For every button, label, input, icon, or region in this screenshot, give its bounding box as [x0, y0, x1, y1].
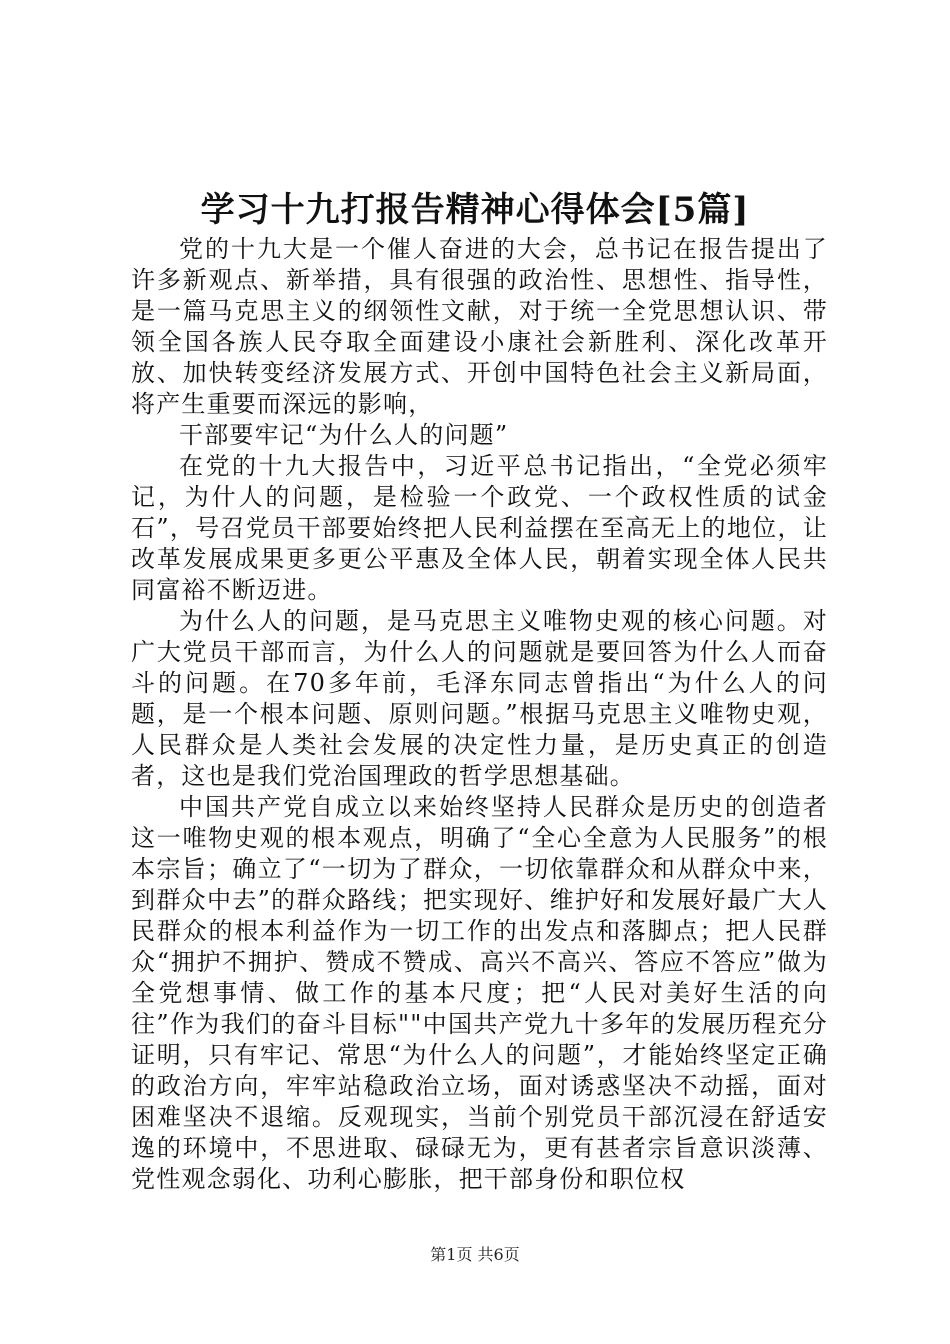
document-body — [131, 234, 828, 1195]
paragraph-4: 为什么人的问题，是马克思主义唯物史观的核心问题。对广大党员干部而言，为什么人的问题就是要回答为什么人而奋斗的问题。在70多年前，毛泽东同志曾指出“为什么人的问题，是一个根本问题、原则问题。”根据马克思主义唯物史观，人民群众是人类社会发展的决定性力量，是历史真正的创造者，这也是我们党治国理政的哲学思想基础。 — [131, 607, 828, 790]
paragraph-2-subheading: 干部要牢记“为什么人的问题” — [179, 421, 509, 449]
paragraph-1: 党的十九大是一个催人奋进的大会，总书记在报告提出了许多新观点、新举措，具有很强的政治性、思想性、指导性，是一篇马克思主义的纲领性文献，对于统一全党思想认识、带领全国各族人民夺取全面建设小康社会新胜利、深化改革开放、加快转变经济发展方式、开创中国特色社会主义新局面，将产生重要而深远的影响， — [131, 235, 828, 418]
document-title: 学习十九打报告精神心得体会[5篇] — [200, 190, 750, 230]
paragraph-5: 中国共产党自成立以来始终坚持人民群众是历史的创造者这一唯物史观的根本观点，明确了“全心全意为人民服务”的根本宗旨；确立了“一切为了群众，一切依靠群众和从群众中来，到群众中去”的群众路线；把实现好、维护好和发展好最广大人民群众的根本利益作为一切工作的出发点和落脚点；把人民群众“拥护不拥护、赞成不赞成、高兴不高兴、答应不答应”做为全党想事情、做工作的基本尺度；把“人民对美好生活的向往”作为我们的奋斗目标""中国共产党九十多年的发展历程充分证明，只有牢记、常思“为什么人的问题”，才能始终坚定正确的政治方向，牢牢站稳政治立场，面对诱惑坚决不动摇，面对困难坚决不退缩。反观现实，当前个别党员干部沉浸在舒适安逸的环境中，不思进取、碌碌无为，更有甚者宗旨意识淡薄、党性观念弱化、功利心膨胀，把干部身份和职位权 — [131, 793, 828, 1193]
paragraph-3: 在党的十九大报告中，习近平总书记指出，“全党必须牢记，为什人的问题，是检验一个政党、一个政权性质的试金石”，号召党员干部要始终把人民利益摆在至高无上的地位，让改革发展成果更多更公平惠及全体人民，朝着实现全体人民共同富裕不断迈进。 — [131, 452, 828, 604]
page-number-footer: 第1页 共6页 — [430, 1245, 520, 1264]
